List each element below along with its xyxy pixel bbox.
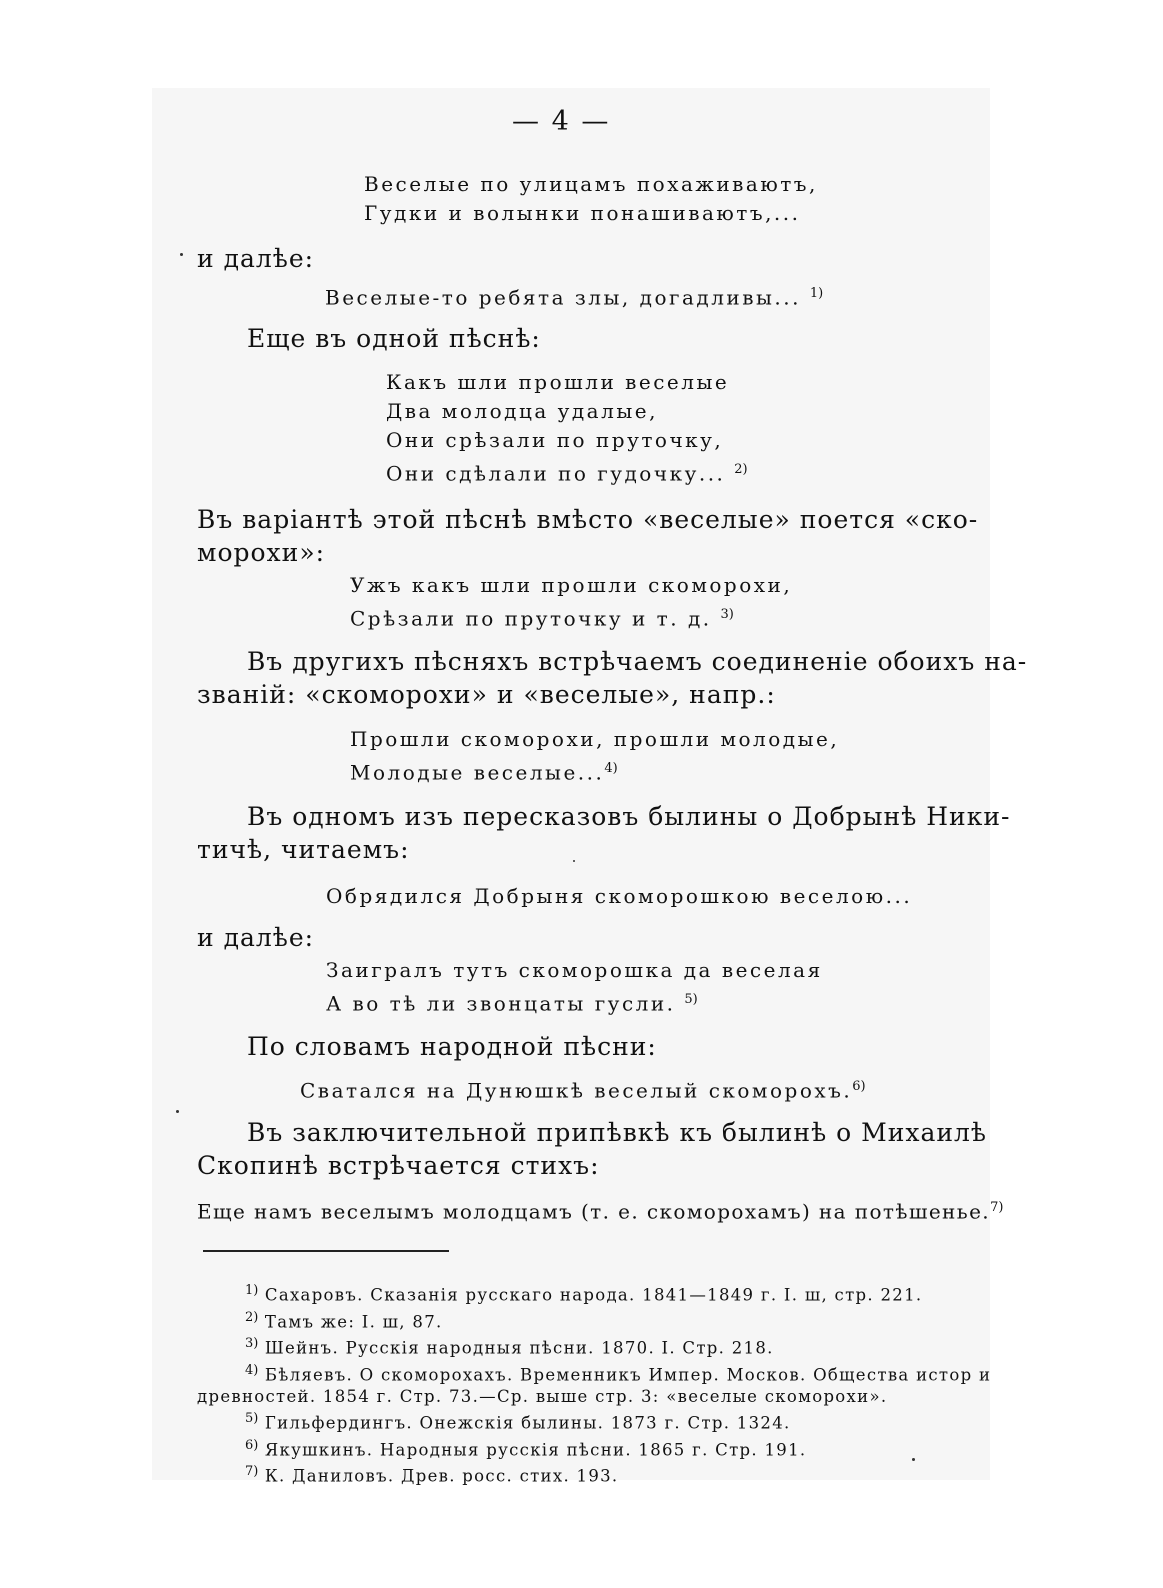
verse-line: Срѣзали по пруточку и т. д. $^{3)}$ <box>350 606 734 631</box>
footnote-ref: 4) <box>604 761 618 776</box>
verse-line: Еще намъ веселымъ молодцамъ (т. е. скоморохамъ) на потѣшенье.$^{7)}$ <box>197 1199 1004 1224</box>
paragraph: Еще въ одной пѣснѣ: <box>247 324 541 353</box>
connector-text: и далѣе: <box>197 244 315 273</box>
paragraph-line: Въ другихъ пѣсняхъ встрѣчаемъ соединеніе обоихъ на- <box>247 647 1028 676</box>
verse-block <box>300 1072 866 1106</box>
paragraph-line: морохи»: <box>197 538 326 567</box>
verse-block <box>325 279 823 313</box>
verse-line: Гудки и волынки понашиваютъ,... <box>364 201 801 225</box>
footnote-ref: 7) <box>990 1200 1004 1215</box>
verse-line: А во тѣ ли звонцаты гусли. $^{5)}$ <box>326 991 698 1016</box>
speck <box>180 253 183 256</box>
verse-line: Молодые веселые...$^{4)}$ <box>350 760 618 785</box>
paragraph <box>197 503 979 569</box>
verse-block <box>350 725 839 788</box>
verse-line: Веселые по улицамъ похаживаютъ, <box>364 172 818 196</box>
paragraph-line: званій: «скоморохи» и «веселые», напр.: <box>197 680 776 709</box>
paragraph-line: Въ заключительной припѣвкѣ къ былинѣ о Михаилѣ <box>247 1118 987 1147</box>
paragraph: По словамъ народной пѣсни: <box>247 1032 657 1061</box>
verse-block <box>386 368 748 489</box>
footnote-ref: 1) <box>809 286 824 301</box>
footnotes <box>197 1280 992 1488</box>
paragraph-line: тичѣ, читаемъ: <box>197 835 410 864</box>
footnote-ref: 2) <box>734 462 748 477</box>
paragraph <box>197 800 1011 866</box>
connector-text: и далѣе: <box>197 923 315 952</box>
footnote-item: $^{7)}$ К. Даниловъ. Древ. росс. стих. 193. <box>245 1464 619 1486</box>
verse-block <box>326 956 823 1019</box>
verse-block <box>197 1193 1003 1227</box>
verse-line: Веселые-то ребята злы, догадливы... $^{1)}$ <box>325 285 824 310</box>
verse-line: Заигралъ тутъ скоморошка да веселая <box>326 958 823 982</box>
verse-block <box>364 170 818 228</box>
verse-line: Прошли скоморохи, прошли молодые, <box>350 727 840 751</box>
speck <box>176 1110 179 1113</box>
paragraph <box>197 645 1028 711</box>
speck <box>573 860 575 862</box>
footnote-ref: 5) <box>684 992 698 1007</box>
verse-block <box>350 571 792 634</box>
footnote-item: $^{1)}$ Сахаровъ. Сказанія русскаго народа. 1841—1849 г. I. ш, стр. 221. <box>245 1283 923 1305</box>
paragraph-line: Въ одномъ изъ пересказовъ былины о Добрынѣ Ники- <box>247 802 1011 831</box>
footnote-item: $^{4)}$ Бѣляевъ. О скоморохахъ. Временникъ Импер. Москов. Общества истор и <box>245 1362 992 1384</box>
verse-block <box>326 882 912 911</box>
footnote-item: $^{5)}$ Гильфердингъ. Онежскія былины. 1873 г. Стр. 1324. <box>245 1411 791 1433</box>
footnote-item: $^{6)}$ Якушкинъ. Народныя русскія пѣсни. 1865 г. Стр. 191. <box>245 1437 807 1459</box>
footnote-ref: 6) <box>852 1079 866 1094</box>
verse-line: Сватался на Дунюшкѣ веселый скоморохъ.$^{6)}$ <box>300 1078 866 1103</box>
footnote-continuation: древностей. 1854 г. Стр. 73.—Ср. выше стр. 3: «веселые скоморохи». <box>197 1387 888 1406</box>
verse-line: Какъ шли прошли веселые <box>386 370 730 394</box>
verse-line: Ужъ какъ шли прошли скоморохи, <box>350 573 793 597</box>
verse-line: Обрядился Добрыня скоморошкою веселою... <box>326 884 913 908</box>
footnote-ref: 3) <box>720 607 734 622</box>
paragraph-line: Въ варіантѣ этой пѣснѣ вмѣсто «веселые» поется «ско- <box>197 505 979 534</box>
verse-line: Они срѣзали по пруточку, <box>386 428 724 452</box>
speck <box>912 1458 915 1461</box>
paragraph <box>197 1116 987 1182</box>
verse-line: Два молодца удалые, <box>386 399 658 423</box>
page-number: — 4 — <box>512 106 611 137</box>
footnote-divider <box>203 1250 449 1252</box>
verse-line: Они сдѣлали по гудочку... $^{2)}$ <box>386 461 748 486</box>
footnote-item: $^{2)}$ Тамъ же: I. ш, 87. <box>245 1309 443 1331</box>
paragraph-line: Скопинѣ встрѣчается стихъ: <box>197 1151 600 1180</box>
footnote-item: $^{3)}$ Шейнъ. Русскія народныя пѣсни. 1870. I. Стр. 218. <box>245 1336 774 1358</box>
